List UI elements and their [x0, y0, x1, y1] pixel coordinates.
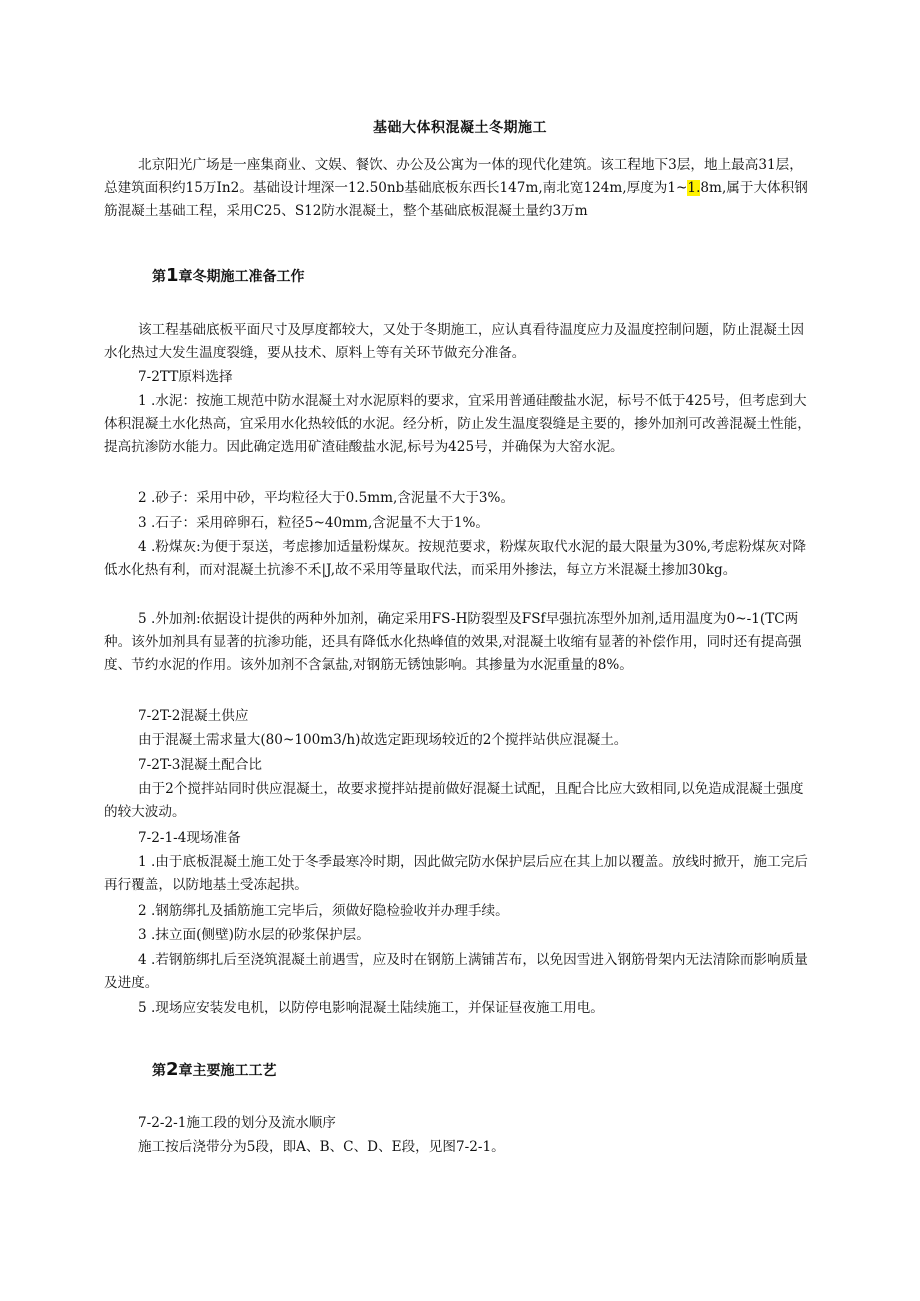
section-7-2-1-2-heading: 7-2T-2混凝土供应	[138, 708, 249, 724]
section-7-2-1-4-heading: 7-2-1-4现场准备	[138, 830, 241, 846]
chapter-1-title: 章冬期施工准备工作	[178, 269, 305, 285]
cement-item: 1 .水泥：按施工规范中防水混凝土对水泥原料的要求，宜采用普通硅酸盐水泥，标号不低于425号，但考虑到大体积混凝土水化热高，宜采用水化热较低的水泥。经分析，防止发生温度裂缝是主要的，掺外加剂可改善混凝土性能，提高抗渗防水能力。因此确定选用矿渣硅酸盐水泥,标号为425号，并确保为大窑水泥。	[104, 393, 811, 455]
intro-text-b: 8m,属于大体积钢筋混凝土基础工程，采用C25、S12防水混凝土，整个基础底板混凝土量约3万m	[104, 180, 808, 219]
intro-text-a: 北京阳光广场是一座集商业、文娱、餐饮、办公及公寓为一体的现代化建筑。该工程地下3层，地上最高31层，总建筑面积约15万In2。基础设计埋深一12.50nb基础底板东西长147m,南北宽124m,厚度为1~	[104, 157, 803, 196]
chapter-2-heading	[152, 1058, 277, 1083]
section-7-2-1-3-heading: 7-2T-3混凝土配合比	[138, 757, 263, 773]
prep-item-5: 5 .现场应安装发电机，以防停电影响混凝土陆续施工，并保证昼夜施工用电。	[138, 1000, 604, 1016]
document-title: 基础大体积混凝土冬期施工	[373, 120, 547, 136]
intro-paragraph	[104, 154, 816, 223]
section-7-2-1-1-heading: 7-2TT原料选择	[138, 369, 233, 385]
highlighted-text: 1.	[687, 180, 701, 196]
prep-item-2: 2 .钢筋绑扎及插筋施工完毕后，须做好隐检验收并办理手续。	[138, 903, 509, 919]
flyash-item: 4 .粉煤灰:为便于泵送，考虑掺加适量粉煤灰。按规范要求，粉煤灰取代水泥的最大限量为30%,考虑粉煤灰对降低水化热有利，而对混凝土抗渗不禾|J,故不采用等量取代法，而采用外掺法，每立方米混凝土掺加30kg。	[104, 539, 807, 578]
section-7-2-1-2-body: 由于混凝土需求量大(80~100m3/h)故选定距现场较近的2个搅拌站供应混凝土。	[138, 732, 628, 748]
chapter-1-prefix: 第	[152, 269, 166, 285]
chapter-2-title: 章主要施工工艺	[178, 1063, 277, 1079]
chapter-2-number: 2	[166, 1059, 179, 1080]
section-7-2-1-3-body: 由于2个搅拌站同时供应混凝土，故要求搅拌站提前做好混凝土试配，且配合比应大致相同,以免造成混凝土强度的较大波动。	[104, 781, 804, 820]
prep-item-4: 4 .若钢筋绑扎后至浇筑混凝土前遇雪，应及时在钢筋上满铺苫布，以免因雪进入钢筋骨架内无法清除而影响质量及进度。	[104, 952, 808, 991]
chapter-1-intro: 该工程基础底板平面尺寸及厚度都较大，又处于冬期施工，应认真看待温度应力及温度控制问题，防止混凝土因水化热过大发生温度裂缝，要从技术、原料上等有关环节做充分准备。	[104, 322, 805, 361]
chapter-1-number: 1	[166, 265, 179, 286]
gravel-item: 3 .石子：采用碎卵石，粒径5~40mm,含泥量不大于1%。	[138, 515, 489, 531]
section-7-2-2-1-heading: 7-2-2-1施工段的划分及流水顺序	[138, 1115, 336, 1131]
chapter-2-prefix: 第	[152, 1063, 166, 1079]
sand-item: 2 .砂子：采用中砂，平均粒径大于0.5mm,含泥量不大于3%。	[138, 490, 515, 506]
chapter-1-heading	[152, 264, 305, 289]
section-7-2-2-1-body: 施工按后浇带分为5段，即A、B、C、D、E段，见图7-2-1。	[138, 1139, 505, 1155]
prep-item-3: 3 .抹立面(侧壁)防水层的砂浆保护层。	[138, 927, 370, 943]
prep-item-1: 1 .由于底板混凝土施工处于冬季最寒冷时期，因此做完防水保护层后应在其上加以覆盖。放线时掀开，施工完后再行覆盖，以防地基土受冻起拱。	[104, 854, 808, 893]
admixture-item: 5 .外加剂:依据设计提供的两种外加剂，确定采用FS-H防裂型及FSf早强抗冻型外加剂,适用温度为0~-1(TC两种。该外加剂具有显著的抗渗功能，还具有降低水化热峰值的效果,对混凝土收缩有显著的补偿作用，同时还有提高强度、节约水泥的作用。该外加剂不含氯盐,对钢筋无锈蚀影响。其掺量为水泥重量的8%。	[104, 611, 802, 673]
